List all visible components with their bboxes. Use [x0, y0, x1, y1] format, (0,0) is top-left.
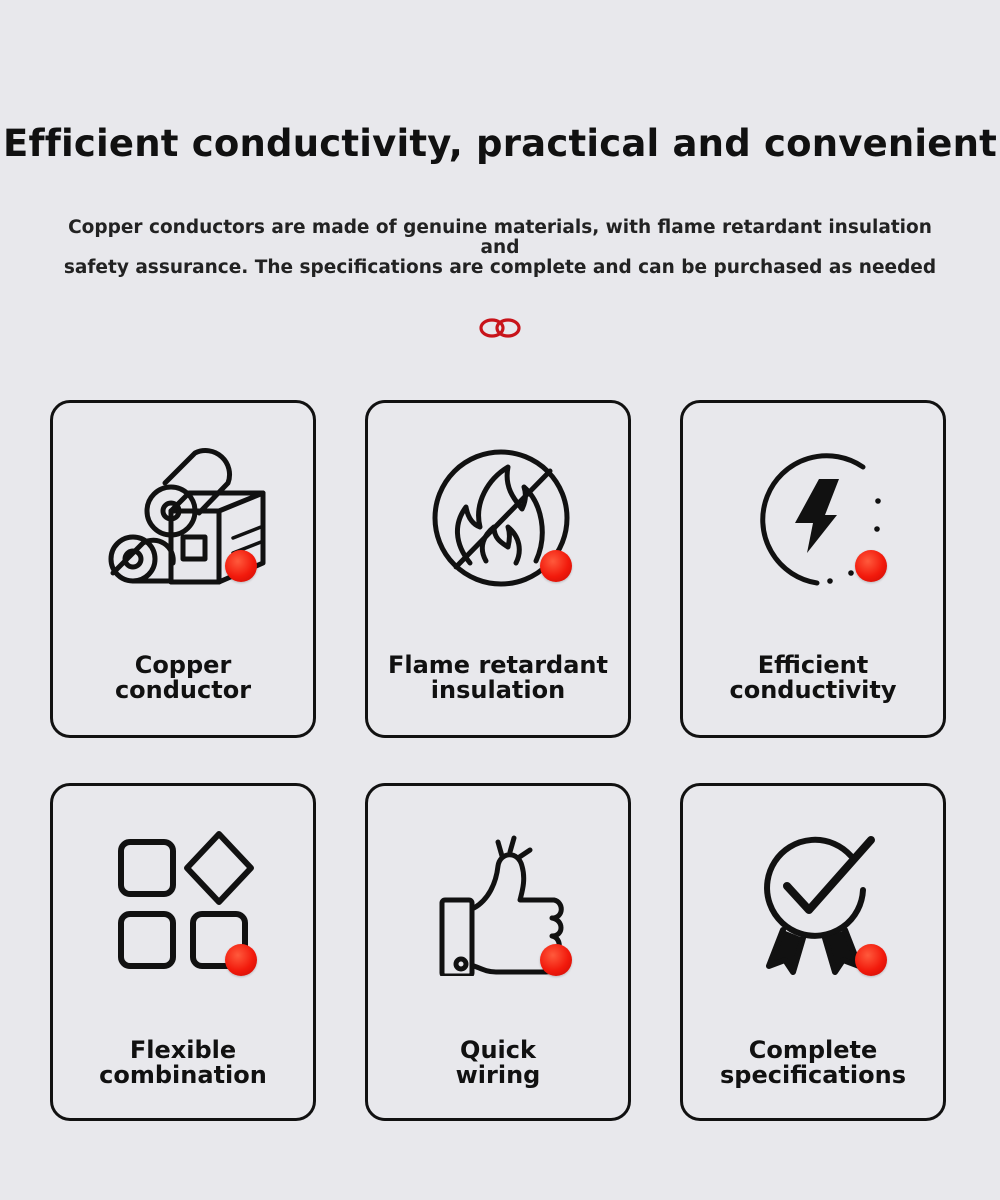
feature-label: Flame retardant insulation [387, 651, 608, 704]
feature-card-efficient-conductivity [680, 400, 946, 738]
feature-label: Complete specifications [720, 1036, 906, 1089]
page-subtitle [60, 218, 940, 278]
chain-link-icon [478, 314, 522, 342]
feature-label: Efficient conductivity [729, 651, 897, 704]
feature-label: Quick wiring [455, 1036, 541, 1089]
accent-dot [225, 944, 257, 976]
feature-label: Copper conductor [114, 651, 252, 704]
feature-card-copper-conductor [50, 400, 316, 738]
feature-card-complete-specifications [680, 783, 946, 1121]
accent-dot [855, 550, 887, 582]
accent-dot [540, 550, 572, 582]
accent-dot [540, 944, 572, 976]
subtitle-line-2: safety assurance. The specifications are complete and can be purchased as needed [63, 257, 937, 278]
feature-card-flexible-combination [50, 783, 316, 1121]
page-title: Efficient conductivity, practical and convenient [2, 122, 998, 165]
feature-label: Flexible combination [99, 1036, 267, 1089]
subtitle-line-1: Copper conductors are made of genuine materials, with flame retardant insulation and [68, 217, 932, 258]
feature-card-quick-wiring [365, 783, 631, 1121]
accent-dot [855, 944, 887, 976]
feature-card-flame-retardant [365, 400, 631, 738]
accent-dot [225, 550, 257, 582]
